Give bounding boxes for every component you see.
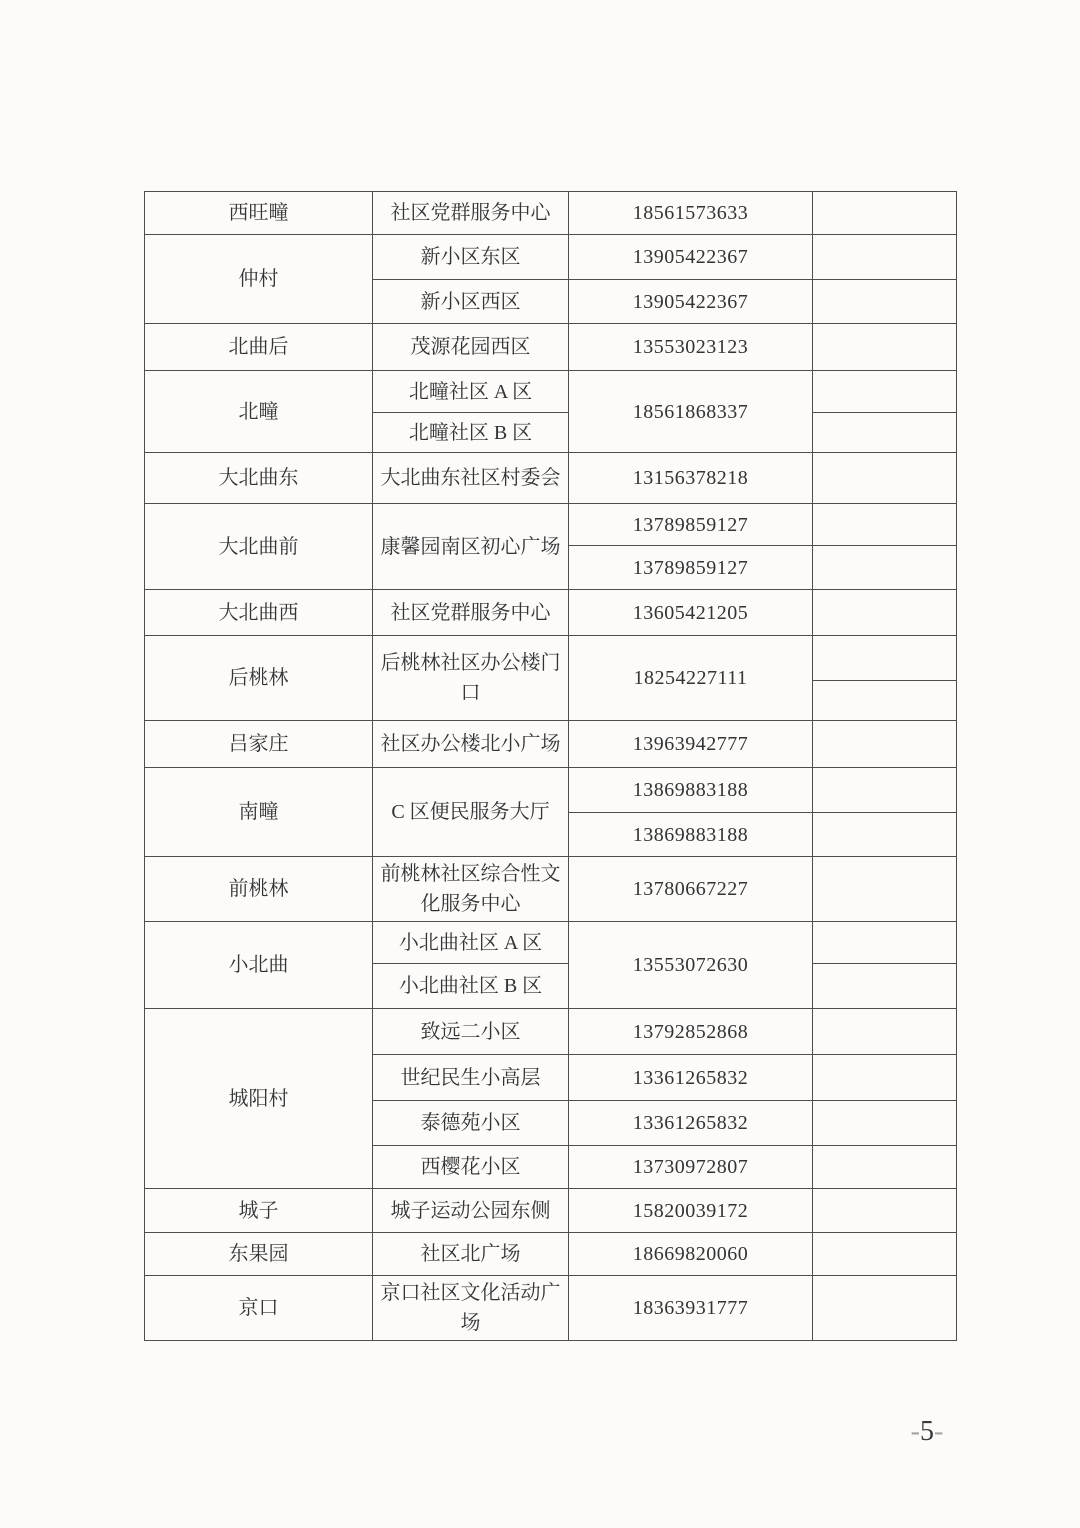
community-cell: 东果园 bbox=[145, 1233, 373, 1276]
phone-cell: 13963942777 bbox=[569, 721, 813, 768]
phone-cell: 13361265832 bbox=[569, 1101, 813, 1146]
table-row bbox=[145, 324, 957, 371]
note-cell bbox=[813, 681, 957, 721]
page-number-dash-right: - bbox=[934, 1416, 944, 1447]
table-row bbox=[145, 235, 957, 280]
community-cell: 大北曲东 bbox=[145, 453, 373, 504]
community-cell: 北曲后 bbox=[145, 324, 373, 371]
community-cell: 后桃林 bbox=[145, 636, 373, 721]
location-cell: 社区党群服务中心 bbox=[373, 192, 569, 235]
location-cell: 社区党群服务中心 bbox=[373, 590, 569, 636]
location-cell: 小北曲社区 B 区 bbox=[373, 964, 569, 1009]
phone-cell: 13789859127 bbox=[569, 504, 813, 546]
phone-cell: 13869883188 bbox=[569, 768, 813, 813]
location-cell: 前桃林社区综合性文化服务中心 bbox=[373, 857, 569, 922]
location-cell: 致远二小区 bbox=[373, 1009, 569, 1055]
community-cell: 北疃 bbox=[145, 371, 373, 453]
location-cell: 京口社区文化活动广场 bbox=[373, 1276, 569, 1341]
community-cell: 仲村 bbox=[145, 235, 373, 324]
community-cell: 前桃林 bbox=[145, 857, 373, 922]
phone-cell: 18669820060 bbox=[569, 1233, 813, 1276]
location-cell: 社区办公楼北小广场 bbox=[373, 721, 569, 768]
location-cell: 康馨园南区初心广场 bbox=[373, 504, 569, 590]
note-cell bbox=[813, 1189, 957, 1233]
table-row bbox=[145, 922, 957, 964]
location-cell: 新小区东区 bbox=[373, 235, 569, 280]
phone-cell: 13780667227 bbox=[569, 857, 813, 922]
location-cell: C 区便民服务大厅 bbox=[373, 768, 569, 857]
note-cell bbox=[813, 413, 957, 453]
phone-cell: 13553072630 bbox=[569, 922, 813, 1009]
page-number-dash-left: - bbox=[910, 1416, 920, 1447]
phone-cell: 13789859127 bbox=[569, 546, 813, 590]
table-body bbox=[145, 192, 957, 1341]
note-cell bbox=[813, 324, 957, 371]
table-row bbox=[145, 768, 957, 813]
table-row bbox=[145, 721, 957, 768]
location-cell: 后桃林社区办公楼门口 bbox=[373, 636, 569, 721]
note-cell bbox=[813, 546, 957, 590]
note-cell bbox=[813, 964, 957, 1009]
phone-cell: 13905422367 bbox=[569, 235, 813, 280]
community-cell: 大北曲西 bbox=[145, 590, 373, 636]
note-cell bbox=[813, 192, 957, 235]
location-cell: 新小区西区 bbox=[373, 280, 569, 324]
location-cell: 茂源花园西区 bbox=[373, 324, 569, 371]
community-cell: 吕家庄 bbox=[145, 721, 373, 768]
page-number-value: 5 bbox=[920, 1416, 934, 1447]
note-cell bbox=[813, 1101, 957, 1146]
table-row bbox=[145, 453, 957, 504]
table-row bbox=[145, 371, 957, 413]
community-cell: 京口 bbox=[145, 1276, 373, 1341]
table-row bbox=[145, 192, 957, 235]
table-row bbox=[145, 1276, 957, 1341]
phone-cell: 13361265832 bbox=[569, 1055, 813, 1101]
location-cell: 北疃社区 B 区 bbox=[373, 413, 569, 453]
community-cell: 城子 bbox=[145, 1189, 373, 1233]
community-cell: 西旺疃 bbox=[145, 192, 373, 235]
note-cell bbox=[813, 922, 957, 964]
note-cell bbox=[813, 235, 957, 280]
note-cell bbox=[813, 1233, 957, 1276]
note-cell bbox=[813, 857, 957, 922]
table-row bbox=[145, 857, 957, 922]
community-cell: 小北曲 bbox=[145, 922, 373, 1009]
table-row bbox=[145, 504, 957, 546]
phone-cell: 15820039172 bbox=[569, 1189, 813, 1233]
phone-cell: 18363931777 bbox=[569, 1276, 813, 1341]
note-cell bbox=[813, 768, 957, 813]
community-contact-table bbox=[144, 191, 957, 1341]
note-cell bbox=[813, 590, 957, 636]
note-cell bbox=[813, 1276, 957, 1341]
phone-cell: 18561868337 bbox=[569, 371, 813, 453]
table-row bbox=[145, 590, 957, 636]
location-cell: 城子运动公园东侧 bbox=[373, 1189, 569, 1233]
note-cell bbox=[813, 1055, 957, 1101]
phone-cell: 13730972807 bbox=[569, 1146, 813, 1189]
phone-cell: 13553023123 bbox=[569, 324, 813, 371]
note-cell bbox=[813, 813, 957, 857]
table-row bbox=[145, 1233, 957, 1276]
location-cell: 社区北广场 bbox=[373, 1233, 569, 1276]
note-cell bbox=[813, 504, 957, 546]
note-cell bbox=[813, 1009, 957, 1055]
community-cell: 大北曲前 bbox=[145, 504, 373, 590]
location-cell: 世纪民生小高层 bbox=[373, 1055, 569, 1101]
location-cell: 泰德苑小区 bbox=[373, 1101, 569, 1146]
note-cell bbox=[813, 280, 957, 324]
phone-cell: 13156378218 bbox=[569, 453, 813, 504]
note-cell bbox=[813, 721, 957, 768]
phone-cell: 18254227111 bbox=[569, 636, 813, 721]
note-cell bbox=[813, 453, 957, 504]
note-cell bbox=[813, 1146, 957, 1189]
table-row bbox=[145, 636, 957, 681]
note-cell bbox=[813, 636, 957, 681]
community-cell: 城阳村 bbox=[145, 1009, 373, 1189]
note-cell bbox=[813, 371, 957, 413]
location-cell: 西樱花小区 bbox=[373, 1146, 569, 1189]
location-cell: 大北曲东社区村委会 bbox=[373, 453, 569, 504]
phone-cell: 18561573633 bbox=[569, 192, 813, 235]
phone-cell: 13792852868 bbox=[569, 1009, 813, 1055]
table-row bbox=[145, 1189, 957, 1233]
location-cell: 小北曲社区 A 区 bbox=[373, 922, 569, 964]
phone-cell: 13905422367 bbox=[569, 280, 813, 324]
location-cell: 北疃社区 A 区 bbox=[373, 371, 569, 413]
table-row bbox=[145, 1009, 957, 1055]
community-cell: 南疃 bbox=[145, 768, 373, 857]
phone-cell: 13869883188 bbox=[569, 813, 813, 857]
phone-cell: 13605421205 bbox=[569, 590, 813, 636]
page-number bbox=[877, 1412, 977, 1452]
